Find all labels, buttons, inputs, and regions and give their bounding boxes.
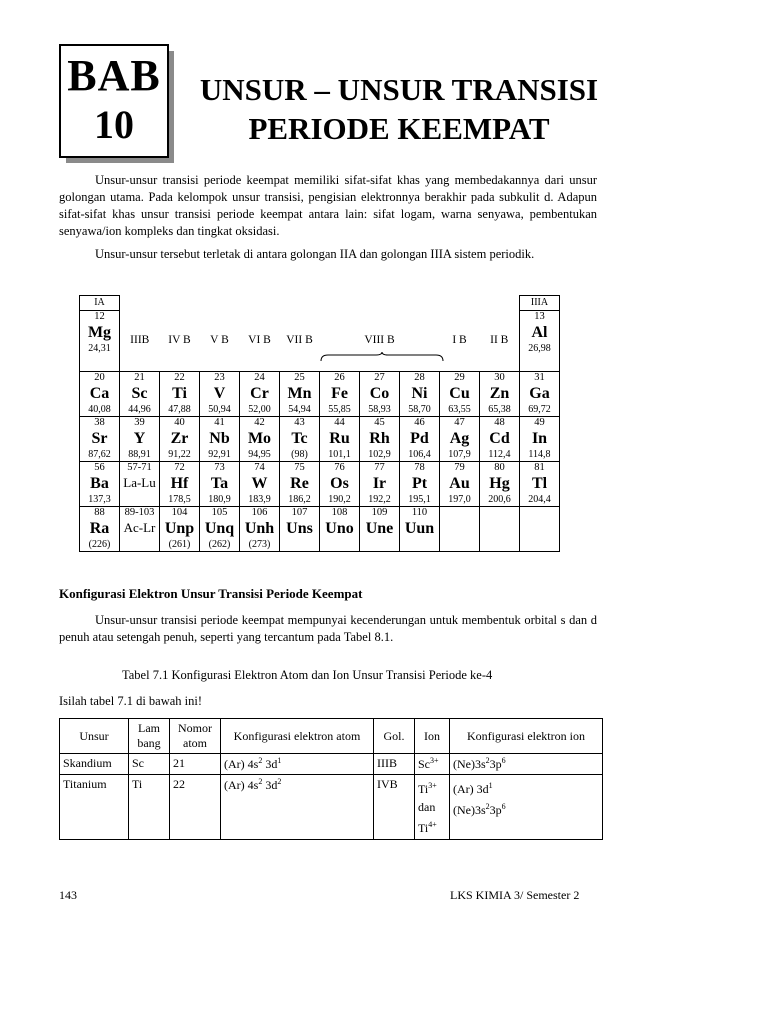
atomic-number: 109 [371,506,388,518]
col-gol: Gol. [374,719,415,754]
cell-gol: IIIB [374,754,415,775]
atomic-number: 76 [334,461,345,473]
element-cell-unq [200,506,240,551]
config-table-header [60,719,603,754]
atomic-mass: 47,88 [168,403,191,415]
chapter-label: BAB [67,51,161,100]
element-cell-sc [120,371,160,416]
element-symbol: Unh [244,519,275,537]
col-lambang: Lam bang [129,719,170,754]
title-line-2: PERIODE KEEMPAT [248,111,550,146]
atomic-number: 107 [291,506,308,518]
element-cell-fe [320,371,360,416]
atomic-number: 110 [411,506,428,518]
atomic-mass: 178,5 [168,493,191,505]
element-symbol: Ni [411,384,428,402]
atomic-number: 20 [94,371,105,383]
atomic-mass: (273) [248,538,271,550]
atomic-mass: (261) [168,538,191,550]
page-number: 143 [59,888,77,902]
page-title [176,70,622,148]
element-symbol: Tl [531,474,548,492]
element-cell-ra [80,506,120,551]
element-cell-uno [320,506,360,551]
atomic-mass: 94,95 [248,448,271,460]
element-symbol: Os [330,474,349,492]
col-konf-atom: Konfigurasi elektron atom [221,719,374,754]
atomic-number: 23 [214,371,225,383]
element-cell-mg: 12 Mg 24,31 [80,311,120,372]
element-symbol: Tc [291,429,308,447]
element-symbol: Cu [449,384,470,402]
table-caption: Tabel 7.1 Konfigurasi Elektron Atom dan Ion Unsur Transisi Periode ke-4 [122,668,493,682]
element-cell-unp [160,506,200,551]
atomic-mass: 186,2 [288,493,311,505]
atomic-number: 105 [211,506,228,518]
element-symbol: La-Lu [123,474,156,490]
element-symbol: Co [369,384,390,402]
element-cell-zn [480,371,520,416]
element-cell-os [320,461,360,506]
group-label: VI B [248,334,271,346]
cell-nomor: 21 [170,754,221,775]
atomic-mass: 58,70 [408,403,431,415]
atomic-mass: 114,8 [528,448,551,460]
atomic-mass: 204,4 [528,493,551,505]
element-symbol: Hg [489,474,510,492]
atomic-mass: 190,2 [328,493,351,505]
cell-gol: IVB [374,775,415,840]
atomic-number: 108 [331,506,348,518]
element-cell-hg [480,461,520,506]
element-symbol: Y [133,429,146,447]
element-cell-une [360,506,400,551]
table-row [60,754,603,775]
atomic-number: 106 [251,506,268,518]
group-label: IV B [168,334,191,346]
cell-nomor: 22 [170,775,221,840]
element-cell-nb [200,416,240,461]
element-cell-al: 13 Al 26,98 [520,311,560,372]
group-label: II B [490,334,509,346]
atomic-number: 75 [294,461,305,473]
cell-ion: $Ti^{3+}$ dan $Ti^{4+}$ [415,775,450,840]
cell-ion: $Sc^{3+}$ [415,754,450,775]
element-cell-v [200,371,240,416]
cell-konf-atom: (Ar) $4s^2$ $3d^1$ [221,754,374,775]
atomic-number: 77 [374,461,385,473]
atomic-number: 24 [254,371,265,383]
element-cell-w [240,461,280,506]
footer-title: LKS KIMIA 3/ Semester 2 [450,888,580,902]
atomic-number: 56 [94,461,105,473]
element-cell-tc [280,416,320,461]
atomic-mass: 50,94 [208,403,231,415]
element-cell-ir [360,461,400,506]
element-cell-ac-lr [120,506,160,551]
col-konf-ion: Konfigurasi elektron ion [450,719,603,754]
atomic-mass: 54,94 [288,403,311,415]
config-table [59,718,603,840]
element-symbol: V [213,384,226,402]
element-symbol: Ac-Lr [123,519,156,535]
atomic-number: 29 [454,371,465,383]
atomic-mass: 197,0 [448,493,471,505]
element-symbol: Une [365,519,394,537]
element-symbol: Mo [247,429,272,447]
pt-row-2 [80,416,560,461]
atomic-mass: (98) [291,448,308,460]
atomic-mass: 88,91 [128,448,151,460]
cell-lambang: Ti [129,775,170,840]
atomic-number: 57-71 [127,461,152,473]
element-symbol: Ti [172,384,187,402]
col-nomor: Nomor atom [170,719,221,754]
atomic-mass: 52,00 [248,403,271,415]
element-symbol: Ta [210,474,229,492]
atomic-number: 104 [171,506,188,518]
element-cell-mo [240,416,280,461]
element-cell-cr [240,371,280,416]
atomic-mass: 112,4 [488,448,511,460]
chapter-number: 10 [94,102,134,147]
element-cell-re [280,461,320,506]
atomic-number: 78 [414,461,425,473]
empty-cell [480,506,520,551]
element-cell-unh [240,506,280,551]
element-symbol: Re [290,474,309,492]
element-cell-ta [200,461,240,506]
atomic-mass: 102,9 [368,448,391,460]
element-cell-au [440,461,480,506]
cell-konf-ion: (Ar) $3d^1$ $(Ne)3s^23p^6$ [450,775,603,840]
atomic-number: 21 [134,371,145,383]
atomic-number: 43 [294,416,305,428]
cell-konf-atom: (Ar) $4s^2$ $3d^2$ [221,775,374,840]
atomic-number: 74 [254,461,265,473]
col-unsur: Unsur [60,719,129,754]
element-cell-hf [160,461,200,506]
atomic-number: 25 [294,371,305,383]
element-symbol: Zn [489,384,510,402]
atomic-number: 79 [454,461,465,473]
atomic-mass: 200,6 [488,493,511,505]
title-line-1: UNSUR – UNSUR TRANSISI [199,72,599,107]
atomic-mass: 87,62 [88,448,111,460]
table-row [60,775,603,840]
atomic-number: 45 [374,416,385,428]
atomic-mass: 58,93 [368,403,391,415]
atomic-mass: 63,55 [448,403,471,415]
element-symbol: Sc [131,384,148,402]
element-symbol: Zr [170,429,189,447]
empty-cell [520,506,560,551]
element-cell-y [120,416,160,461]
section-heading: Konfigurasi Elektron Unsur Transisi Periode Keempat [59,586,363,601]
element-cell-cd [480,416,520,461]
element-symbol: Ag [449,429,470,447]
pt-row-header [80,296,560,311]
group-label: VII B [286,334,313,346]
element-symbol: Ba [90,474,109,492]
header-ia: IA [80,296,120,311]
atomic-mass: 137,3 [88,493,111,505]
element-cell-ni [400,371,440,416]
element-symbol: Unp [164,519,195,537]
element-cell-ba [80,461,120,506]
atomic-number: 80 [494,461,505,473]
element-symbol: Mn [287,384,312,402]
atomic-number: 88 [94,506,105,518]
atomic-number: 26 [334,371,345,383]
atomic-number: 73 [214,461,225,473]
element-cell-uns [280,506,320,551]
element-cell-sr [80,416,120,461]
element-symbol: Rh [369,429,390,447]
table-instruction: Isilah tabel 7.1 di bawah ini! [59,694,203,708]
atomic-number: 46 [414,416,425,428]
atomic-mass: 91,22 [168,448,191,460]
element-cell-uun [400,506,440,551]
group-label: IIIB [130,334,150,346]
atomic-number: 38 [94,416,105,428]
periodic-table [79,295,560,552]
chapter-box [59,44,169,158]
group-label: VIII B [364,334,395,346]
atomic-number: 89-103 [124,506,155,518]
element-symbol: Unq [204,519,235,537]
atomic-mass: 180,9 [208,493,231,505]
atomic-number: 22 [174,371,185,383]
element-cell-tl [520,461,560,506]
atomic-number: 48 [494,416,505,428]
cell-lambang: Sc [129,754,170,775]
atomic-mass: 183,9 [248,493,271,505]
element-cell-pd [400,416,440,461]
atomic-mass: 65,38 [488,403,511,415]
atomic-number: 27 [374,371,385,383]
element-cell-rh [360,416,400,461]
atomic-number: 49 [534,416,545,428]
element-symbol: Hf [170,474,189,492]
atomic-mass: 107,9 [448,448,471,460]
element-symbol: Pd [410,429,429,447]
atomic-number: 28 [414,371,425,383]
element-cell-ti [160,371,200,416]
atomic-number: 40 [174,416,185,428]
atomic-number: 42 [254,416,265,428]
atomic-mass: 192,2 [368,493,391,505]
element-cell-ga [520,371,560,416]
header-iiia: IIIA [520,296,560,311]
atomic-mass: 101,1 [328,448,351,460]
section-paragraph: Unsur-unsur transisi periode keempat mempunyai kecenderungan untuk membentuk orbital s dan d penuh atau setengah penuh, seperti yang tercantum pada Tabel 8.1. [59,613,597,644]
atomic-number: 31 [534,371,545,383]
element-symbol: In [531,429,548,447]
pt-row-3 [80,461,560,506]
atomic-mass: 44,96 [128,403,151,415]
element-symbol: Ra [89,519,110,537]
atomic-mass: 40,08 [88,403,111,415]
element-symbol: Ir [372,474,387,492]
pt-row-1 [80,371,560,416]
element-cell-ru [320,416,360,461]
element-symbol: Nb [209,429,230,447]
atomic-mass: (226) [88,538,111,550]
element-symbol: Au [449,474,470,492]
group-label: I B [452,334,467,346]
atomic-number: 30 [494,371,505,383]
element-symbol: Uno [325,519,354,537]
intro-paragraph-1: Unsur-unsur transisi periode keempat memiliki sifat-sifat khas yang membedakannya dari unsur golongan utama. Pada kelompok unsur transisi, pengisian elektronnya berakhir pada subkulit d. Adapun sifat-sifat khas unsur transisi periode keempat antara lain: sifat logam, warna senyawa, pembentukan senyawa/ion kompleks dan tingkat oksidasi. [59,173,597,238]
element-symbol: W [251,474,268,492]
element-cell-ag [440,416,480,461]
atomic-number: 41 [214,416,225,428]
group-label: V B [210,334,229,346]
atomic-number: 72 [174,461,185,473]
element-cell-mn [280,371,320,416]
element-cell-pt [400,461,440,506]
element-symbol: Cd [489,429,510,447]
element-symbol: Sr [91,429,108,447]
atomic-mass: (262) [208,538,231,550]
atomic-number: 47 [454,416,465,428]
element-symbol: Uun [404,519,435,537]
element-symbol: Ga [529,384,550,402]
element-cell-co [360,371,400,416]
atomic-number: 44 [334,416,345,428]
element-cell-cu [440,371,480,416]
element-symbol: Fe [331,384,348,402]
element-cell-la-lu [120,461,160,506]
atomic-number: 39 [134,416,145,428]
pt-row-4 [80,506,560,551]
element-symbol: Ru [329,429,350,447]
intro-paragraph-2: Unsur-unsur tersebut terletak di antara golongan IIA dan golongan IIIA sistem periodik. [95,247,535,261]
cell-unsur: Skandium [60,754,129,775]
cell-unsur: Titanium [60,775,129,840]
element-symbol: Pt [411,474,428,492]
atomic-mass: 106,4 [408,448,431,460]
atomic-number: 81 [534,461,545,473]
atomic-mass: 195,1 [408,493,431,505]
cell-konf-ion: $(Ne)3s^23p^6$ [450,754,603,775]
atomic-mass: 92,91 [208,448,231,460]
atomic-mass: 69,72 [528,403,551,415]
col-ion: Ion [415,719,450,754]
element-symbol: Cr [250,384,269,402]
element-symbol: Uns [286,519,313,537]
element-symbol: Ca [89,384,110,402]
group-viii-brace [320,352,444,362]
element-cell-ca [80,371,120,416]
empty-cell [440,506,480,551]
element-cell-zr [160,416,200,461]
atomic-mass: 55,85 [328,403,351,415]
element-cell-in [520,416,560,461]
